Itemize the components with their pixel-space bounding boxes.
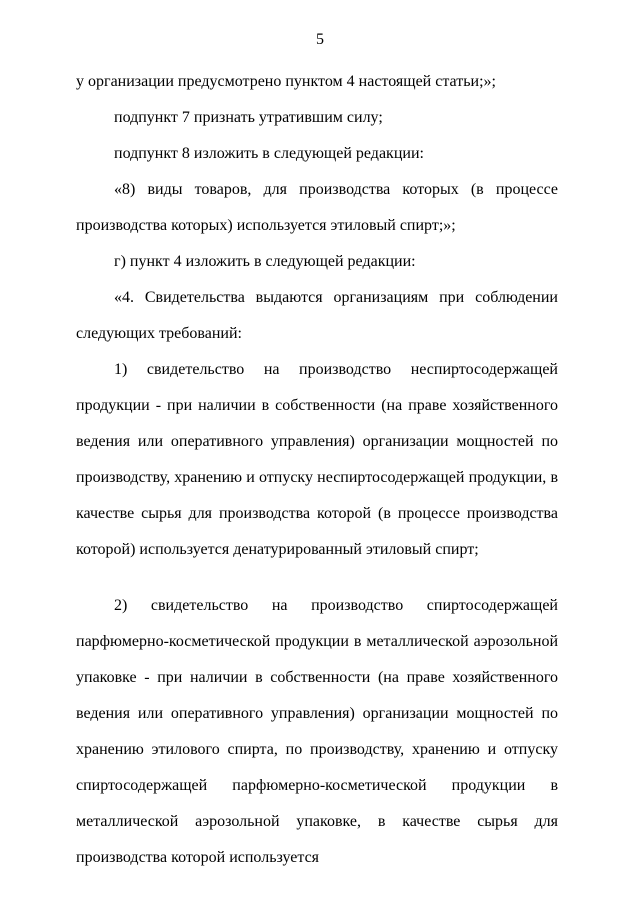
paragraph-item-g: г) пункт 4 изложить в следующей редакции: <box>114 253 416 270</box>
paragraph-subclause-8-intro: подпункт 8 изложить в следующей редакции: <box>114 145 424 162</box>
paragraph-continuation: у организации предусмотрено пунктом 4 настоящей статьи;»; <box>76 73 496 90</box>
paragraph-requirement-2: 2) свидетельство на производство спиртосодержащей парфюмерно-косметической продукции в металлической аэрозольной упаковке - при наличии в собственности (на праве хозяйственного ведения или оперативного управления) организации мощностей по хранению этилового спирта, по производству, хранению и отпуску спиртосодержащей парфюмерно-косметической продукции в металлической аэрозольной упаковке, в качестве сырья для производства которой используется <box>76 597 558 866</box>
paragraph-requirement-1: 1) свидетельство на производство неспиртосодержащей продукции - при наличии в собственности (на праве хозяйственного ведения или оперативного управления) организации мощностей по производству, хранению и отпуску неспиртосодержащей продукции, в качестве сырья для производства которой (в процессе производства которой) используется денатурированный этиловый спирт; <box>76 361 558 558</box>
page-number: 5 <box>316 31 324 48</box>
paragraph-subclause-7: подпункт 7 признать утратившим силу; <box>114 109 383 126</box>
paragraph-subclause-8-text: «8) виды товаров, для производства которых (в процессе производства которых) используется этиловый спирт;»; <box>76 181 558 234</box>
document-body <box>76 64 558 876</box>
paragraph-clause-4: «4. Свидетельства выдаются организациям при соблюдении следующих требований: <box>76 289 558 342</box>
